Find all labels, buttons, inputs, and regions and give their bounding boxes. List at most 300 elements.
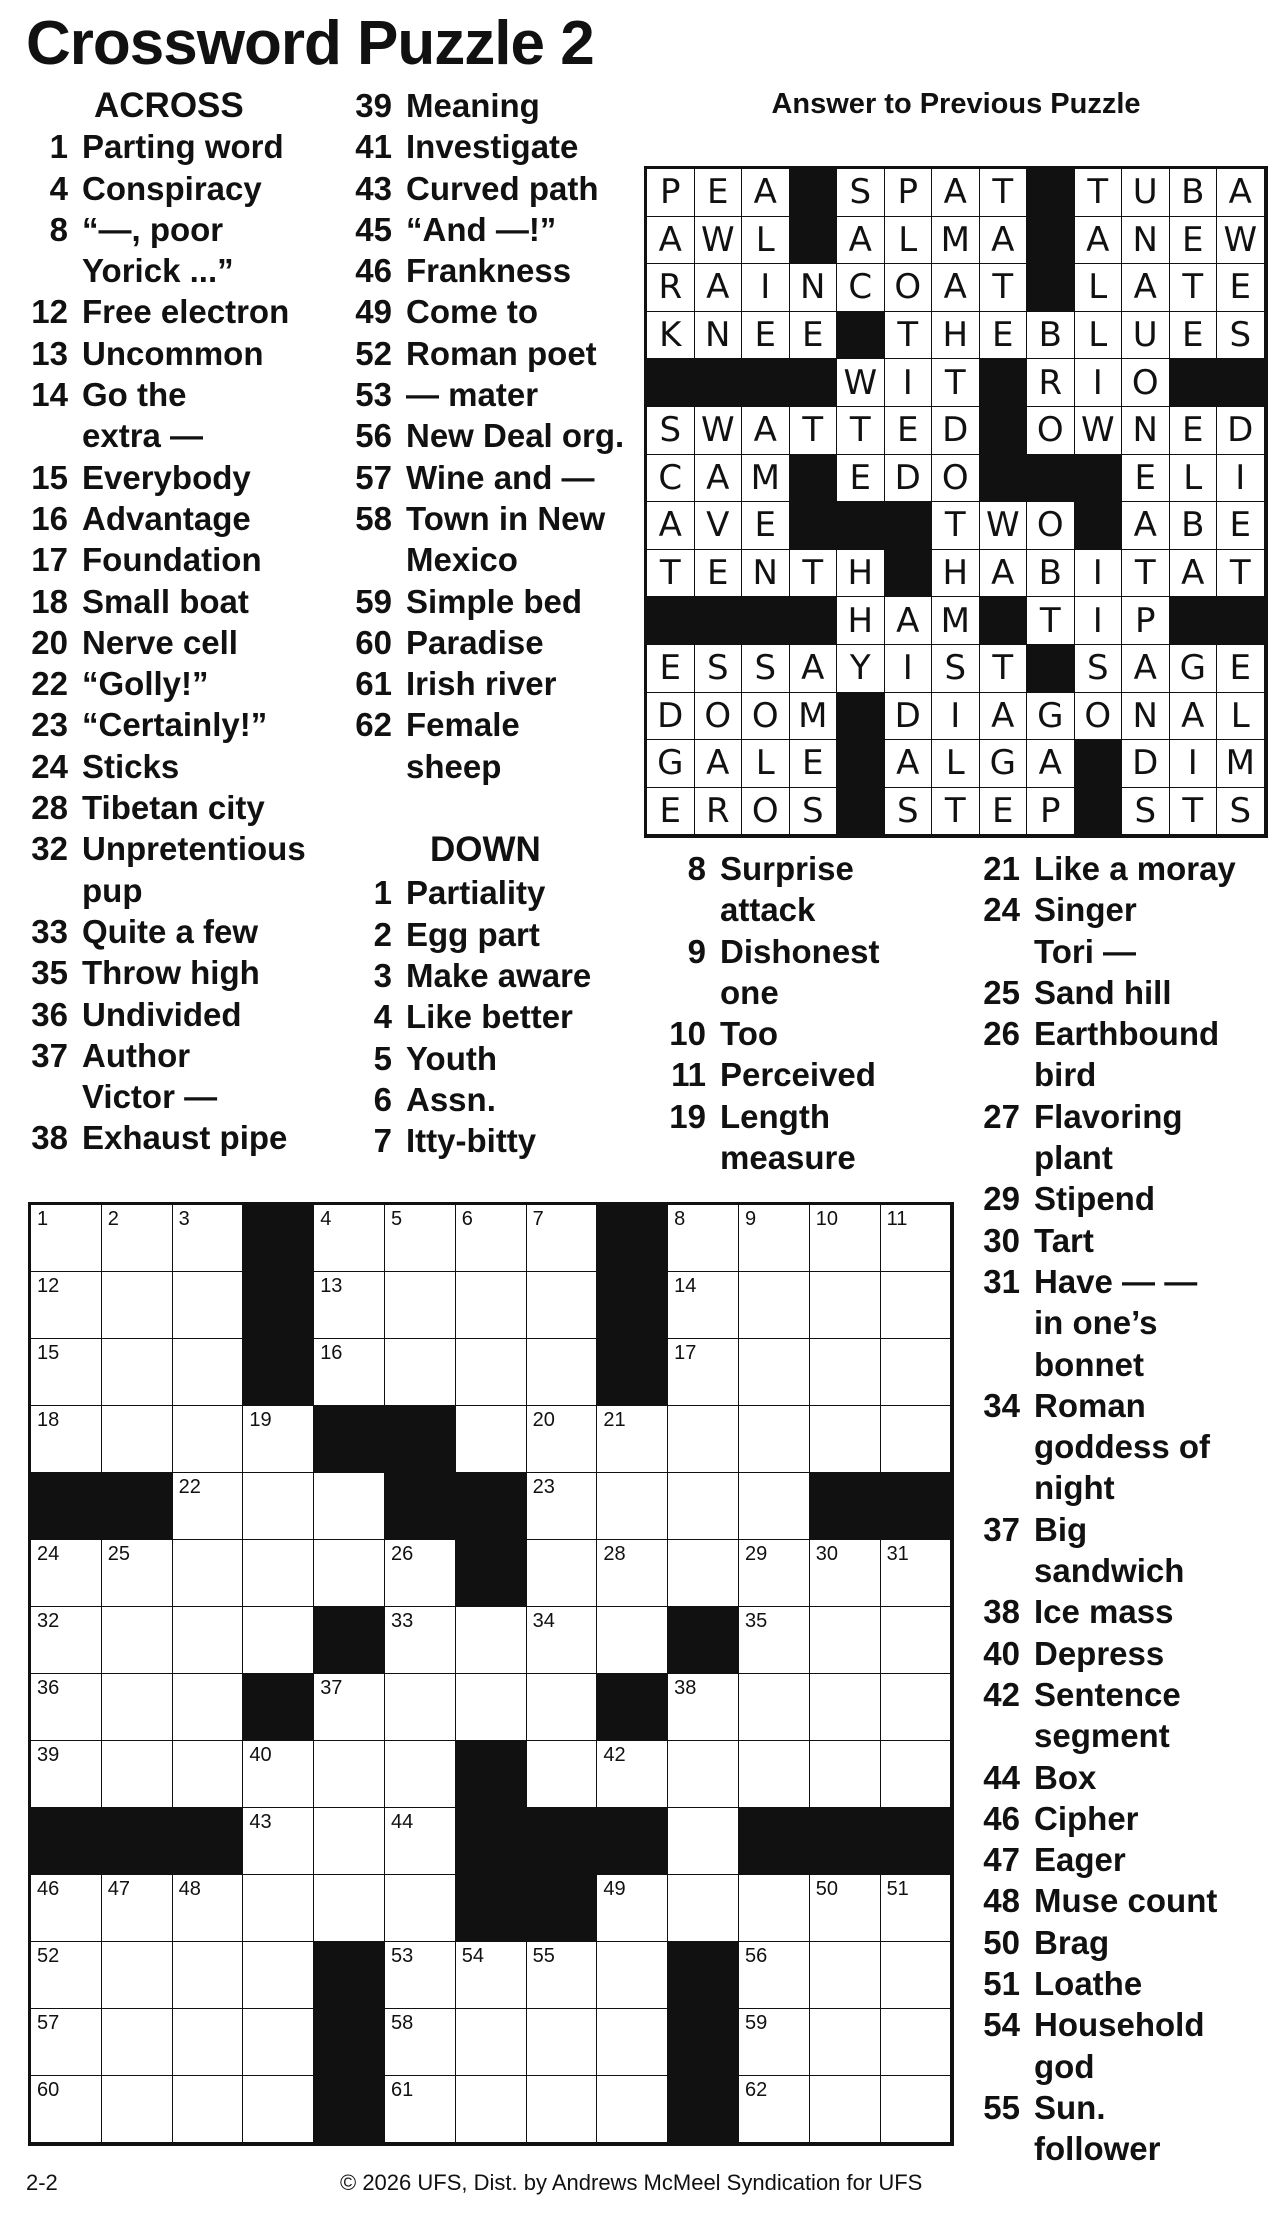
clue-text — [406, 914, 650, 955]
clue-item — [350, 168, 650, 209]
black-square — [668, 2009, 739, 2076]
clue-item — [26, 911, 346, 952]
clue-number: 8 — [49, 210, 68, 248]
answer-letter: A — [1075, 217, 1123, 265]
cell-number: 12 — [37, 1275, 60, 1297]
black-square — [647, 597, 695, 645]
grid-cell[interactable] — [739, 2009, 810, 2076]
clue-number: 15 — [31, 458, 68, 496]
clue-text — [406, 704, 650, 787]
answer-letter: P — [885, 169, 933, 217]
black-square — [790, 359, 838, 407]
clue-text — [1034, 1178, 1264, 1219]
across-clue-list-continued — [350, 85, 650, 787]
answer-letter: R — [1027, 359, 1075, 407]
grid-cell[interactable] — [243, 1540, 314, 1607]
down-column-4 — [964, 848, 1264, 2170]
grid-cell[interactable] — [597, 1607, 668, 1674]
grid-cell[interactable] — [668, 1339, 739, 1406]
grid-cell[interactable] — [31, 1272, 102, 1339]
black-square — [837, 693, 885, 741]
grid-cell[interactable] — [31, 1741, 102, 1808]
clue-number: 42 — [983, 1675, 1020, 1713]
grid-cell[interactable] — [102, 1607, 173, 1674]
grid-cell[interactable] — [810, 1540, 881, 1607]
grid-cell[interactable] — [527, 1339, 598, 1406]
clue-number: 25 — [983, 973, 1020, 1011]
grid-cell[interactable] — [739, 1473, 810, 1540]
grid-cell[interactable] — [173, 1473, 244, 1540]
grid-cell[interactable] — [881, 1875, 952, 1942]
grid-cell[interactable] — [31, 1205, 102, 1272]
grid-cell[interactable] — [102, 2009, 173, 2076]
grid-cell[interactable] — [385, 1205, 456, 1272]
grid-cell[interactable] — [527, 1607, 598, 1674]
answer-letter: O — [932, 455, 980, 503]
clue-item — [350, 663, 650, 704]
grid-cell[interactable] — [810, 2009, 881, 2076]
grid-cell[interactable] — [102, 2076, 173, 2143]
grid-cell[interactable] — [668, 1741, 739, 1808]
cell-number: 5 — [390, 1208, 403, 1230]
clue-number: 53 — [355, 376, 392, 414]
clue-number: 30 — [983, 1221, 1020, 1259]
clue-number: 18 — [31, 582, 68, 620]
clue-text-line: Unpretentious — [82, 830, 306, 868]
clue-text-line: “And —!” — [406, 210, 557, 248]
grid-cell[interactable] — [173, 1607, 244, 1674]
answer-letter: T — [647, 550, 695, 598]
grid-cell[interactable] — [739, 1406, 810, 1473]
clue-text-line: Partiality — [406, 874, 546, 912]
grid-cell[interactable] — [810, 2076, 881, 2143]
grid-cell[interactable] — [456, 1942, 527, 2009]
grid-cell[interactable] — [31, 1942, 102, 2009]
answer-letter: I — [1075, 597, 1123, 645]
grid-cell[interactable] — [456, 1339, 527, 1406]
black-square — [742, 597, 790, 645]
grid-cell[interactable] — [31, 1339, 102, 1406]
answer-letter: A — [647, 217, 695, 265]
black-square — [881, 1473, 952, 1540]
cell-number: 15 — [37, 1342, 60, 1364]
clue-number: 7 — [373, 1122, 392, 1160]
grid-cell[interactable] — [739, 1339, 810, 1406]
grid-cell[interactable] — [314, 1540, 385, 1607]
clue-item — [350, 374, 650, 415]
grid-cell[interactable] — [739, 1674, 810, 1741]
cell-number: 22 — [178, 1476, 201, 1498]
answer-letter: W — [695, 217, 743, 265]
grid-cell[interactable] — [385, 1540, 456, 1607]
grid-cell[interactable] — [668, 1540, 739, 1607]
answer-letter: I — [1075, 550, 1123, 598]
grid-cell[interactable] — [527, 2009, 598, 2076]
grid-cell[interactable] — [810, 1272, 881, 1339]
down-heading: DOWN — [430, 830, 541, 870]
grid-cell[interactable] — [881, 1942, 952, 2009]
grid-cell[interactable] — [668, 1473, 739, 1540]
clue-text-line: Make aware — [406, 956, 592, 994]
clue-item — [650, 931, 970, 1014]
clue-text-line: bonnet — [1034, 1345, 1144, 1383]
clue-number: 50 — [983, 1923, 1020, 1961]
black-square — [885, 502, 933, 550]
grid-cell[interactable] — [810, 1942, 881, 2009]
answer-letter: A — [837, 217, 885, 265]
grid-cell[interactable] — [456, 1406, 527, 1473]
grid-cell[interactable] — [881, 1607, 952, 1674]
grid-cell[interactable] — [739, 1741, 810, 1808]
clue-text — [82, 539, 346, 580]
clue-item — [964, 1798, 1264, 1839]
clue-text-line: Simple bed — [406, 582, 583, 620]
grid-cell[interactable] — [102, 1205, 173, 1272]
cell-number: 9 — [744, 1208, 757, 1230]
clue-item — [350, 333, 650, 374]
cell-number: 58 — [390, 2012, 414, 2034]
grid-cell[interactable] — [527, 1674, 598, 1741]
grid-cell[interactable] — [668, 1875, 739, 1942]
grid-cell[interactable] — [102, 1674, 173, 1741]
grid-cell[interactable] — [243, 1741, 314, 1808]
answer-letter: L — [742, 740, 790, 788]
grid-cell[interactable] — [739, 1942, 810, 2009]
grid-cell[interactable] — [527, 1406, 598, 1473]
grid-cell[interactable] — [173, 1205, 244, 1272]
grid-cell[interactable] — [102, 1339, 173, 1406]
grid-cell[interactable] — [314, 1808, 385, 1875]
clue-number: 52 — [355, 334, 392, 372]
grid-cell[interactable] — [102, 1406, 173, 1473]
clue-number: 51 — [983, 1965, 1020, 2003]
clue-text-line: Frankness — [406, 252, 572, 290]
answer-letter: T — [932, 359, 980, 407]
grid-cell[interactable] — [314, 1674, 385, 1741]
clue-text-line: Like a moray — [1034, 850, 1236, 887]
answer-letter: D — [1122, 740, 1170, 788]
grid-cell[interactable] — [527, 1540, 598, 1607]
grid-cell[interactable] — [173, 1875, 244, 1942]
grid-cell[interactable] — [527, 1741, 598, 1808]
grid-cell[interactable] — [173, 1339, 244, 1406]
grid-cell[interactable] — [31, 2009, 102, 2076]
grid-cell[interactable] — [314, 1339, 385, 1406]
grid-cell[interactable] — [314, 1272, 385, 1339]
black-square — [837, 788, 885, 836]
clue-text — [1034, 1922, 1264, 1963]
cell-number: 61 — [390, 2079, 414, 2101]
clue-item — [26, 209, 346, 292]
clue-text — [406, 1120, 650, 1161]
answer-letter: P — [1027, 788, 1075, 836]
answer-letter: S — [1075, 645, 1123, 693]
grid-cell[interactable] — [668, 1205, 739, 1272]
grid-cell[interactable] — [456, 1674, 527, 1741]
cell-number: 40 — [249, 1744, 272, 1766]
answer-letter: O — [742, 693, 790, 741]
grid-cell[interactable] — [31, 1674, 102, 1741]
grid-cell[interactable] — [881, 1339, 952, 1406]
clue-text — [406, 168, 650, 209]
grid-cell[interactable] — [881, 1540, 952, 1607]
clue-text-line: Cipher — [1034, 1799, 1139, 1837]
clue-text-line: Come to — [406, 293, 538, 331]
clue-text — [1034, 1674, 1264, 1757]
clue-text-line: Assn. — [406, 1080, 496, 1118]
grid-cell[interactable] — [385, 2009, 456, 2076]
grid-cell[interactable] — [385, 1741, 456, 1808]
clue-text-line: Have — — — [1034, 1262, 1198, 1300]
grid-cell[interactable] — [527, 2076, 598, 2143]
answer-letter: N — [1122, 407, 1170, 455]
clue-number: 44 — [983, 1758, 1020, 1796]
black-square — [1170, 597, 1218, 645]
answer-letter: H — [837, 597, 885, 645]
clue-number: 28 — [31, 789, 68, 827]
grid-cell[interactable] — [102, 1942, 173, 2009]
grid-cell[interactable] — [314, 1473, 385, 1540]
answer-letter: W — [1075, 407, 1123, 455]
grid-cell[interactable] — [668, 1406, 739, 1473]
answer-letter: T — [980, 645, 1028, 693]
grid-cell[interactable] — [881, 2009, 952, 2076]
clue-text-line: Earthbound — [1034, 1015, 1220, 1053]
clue-item — [26, 746, 346, 787]
clue-item — [350, 914, 650, 955]
grid-cell[interactable] — [597, 1540, 668, 1607]
grid-cell[interactable] — [31, 1540, 102, 1607]
answer-letter: W — [695, 407, 743, 455]
cell-number: 29 — [744, 1543, 768, 1565]
grid-cell[interactable] — [102, 1540, 173, 1607]
clue-item — [964, 1839, 1264, 1880]
grid-cell[interactable] — [739, 2076, 810, 2143]
grid-cell[interactable] — [243, 2076, 314, 2143]
clue-text — [406, 498, 650, 581]
grid-cell[interactable] — [385, 1339, 456, 1406]
grid-cell[interactable] — [314, 1741, 385, 1808]
answer-letter: B — [1170, 502, 1218, 550]
clue-text-line: Tori — — [1034, 932, 1137, 970]
grid-cell[interactable] — [810, 1205, 881, 1272]
clue-item — [26, 126, 346, 167]
grid-cell[interactable] — [668, 1674, 739, 1741]
grid-cell[interactable] — [243, 1473, 314, 1540]
clue-text-line: “Golly!” — [82, 665, 209, 703]
grid-cell[interactable] — [173, 1674, 244, 1741]
clue-item — [964, 889, 1264, 972]
grid-cell[interactable] — [668, 1272, 739, 1339]
clue-text — [406, 955, 650, 996]
clue-text-line: Town in New — [406, 499, 606, 537]
grid-cell[interactable] — [739, 1272, 810, 1339]
clue-text — [82, 663, 346, 704]
answer-letter: T — [980, 264, 1028, 312]
black-square — [1027, 169, 1075, 217]
grid-cell[interactable] — [31, 1875, 102, 1942]
grid-cell[interactable] — [527, 1473, 598, 1540]
grid-cell[interactable] — [31, 1406, 102, 1473]
grid-cell[interactable] — [739, 1205, 810, 1272]
grid-cell[interactable] — [739, 1607, 810, 1674]
clue-number: 38 — [983, 1593, 1020, 1631]
black-square — [597, 1674, 668, 1741]
answer-letter: L — [932, 740, 980, 788]
black-square — [668, 1607, 739, 1674]
grid-cell[interactable] — [102, 1741, 173, 1808]
grid-cell[interactable] — [243, 1808, 314, 1875]
grid-cell[interactable] — [881, 1674, 952, 1741]
grid-cell[interactable] — [385, 1272, 456, 1339]
answer-letter: H — [932, 312, 980, 360]
grid-cell[interactable] — [597, 1473, 668, 1540]
grid-cell[interactable] — [810, 1674, 881, 1741]
grid-cell[interactable] — [456, 2009, 527, 2076]
cell-number: 13 — [320, 1275, 343, 1297]
black-square — [980, 455, 1028, 503]
grid-cell[interactable] — [597, 1942, 668, 2009]
grid-cell[interactable] — [597, 1875, 668, 1942]
grid-cell[interactable] — [739, 1540, 810, 1607]
clue-text — [82, 1117, 346, 1158]
grid-cell[interactable] — [173, 2076, 244, 2143]
grid-cell[interactable] — [810, 1875, 881, 1942]
grid-cell[interactable] — [243, 2009, 314, 2076]
cell-number: 6 — [461, 1208, 473, 1230]
grid-cell[interactable] — [810, 1607, 881, 1674]
cell-number: 54 — [461, 1945, 485, 1967]
answer-letter: A — [932, 264, 980, 312]
black-square — [31, 1808, 102, 1875]
black-square — [790, 217, 838, 265]
cell-number: 8 — [674, 1208, 686, 1230]
grid-cell[interactable] — [243, 1406, 314, 1473]
cell-number: 47 — [107, 1878, 131, 1900]
grid-cell[interactable] — [385, 1808, 456, 1875]
grid-cell[interactable] — [243, 1875, 314, 1942]
grid-cell[interactable] — [668, 1808, 739, 1875]
clue-text — [1034, 1385, 1264, 1509]
grid-cell[interactable] — [597, 1741, 668, 1808]
answer-letter: A — [885, 740, 933, 788]
grid-cell[interactable] — [173, 1540, 244, 1607]
grid-cell[interactable] — [385, 2076, 456, 2143]
grid-cell[interactable] — [385, 1674, 456, 1741]
cell-number: 32 — [37, 1610, 60, 1632]
grid-cell[interactable] — [31, 1607, 102, 1674]
clue-text-line: night — [1034, 1469, 1115, 1507]
clue-item — [350, 415, 650, 456]
clue-item — [26, 1035, 346, 1118]
grid-cell[interactable] — [881, 2076, 952, 2143]
answer-letter: T — [1027, 597, 1075, 645]
grid-cell[interactable] — [456, 2076, 527, 2143]
clue-text-line: Eager — [1034, 1841, 1126, 1879]
clue-item — [26, 581, 346, 622]
grid-cell[interactable] — [597, 2009, 668, 2076]
black-square — [1075, 788, 1123, 836]
grid-cell[interactable] — [881, 1741, 952, 1808]
grid-cell[interactable] — [173, 1272, 244, 1339]
grid-cell[interactable] — [456, 1607, 527, 1674]
answer-letter: S — [1217, 312, 1265, 360]
grid-cell[interactable] — [385, 1875, 456, 1942]
clue-number: 29 — [983, 1180, 1020, 1218]
answer-letter: W — [837, 359, 885, 407]
grid-cell[interactable] — [881, 1272, 952, 1339]
black-square — [597, 1205, 668, 1272]
cell-number: 10 — [815, 1208, 839, 1230]
grid-cell[interactable] — [243, 1607, 314, 1674]
clue-text-line: Sun. — [1034, 2088, 1106, 2126]
grid-cell[interactable] — [881, 1406, 952, 1473]
clue-text-line: Conspiracy — [82, 169, 262, 207]
clue-text-line: Sand hill — [1034, 973, 1172, 1011]
grid-cell[interactable] — [173, 1942, 244, 2009]
black-square — [385, 1473, 456, 1540]
grid-cell[interactable] — [385, 1942, 456, 2009]
clue-number: 48 — [983, 1882, 1020, 1920]
clue-text — [406, 209, 650, 250]
grid-cell[interactable] — [102, 1272, 173, 1339]
cell-number: 20 — [532, 1409, 555, 1431]
clue-text-line: Flavoring — [1034, 1097, 1183, 1135]
grid-cell[interactable] — [385, 1607, 456, 1674]
grid-cell[interactable] — [173, 1406, 244, 1473]
answer-letter: A — [980, 550, 1028, 598]
grid-cell[interactable] — [527, 1205, 598, 1272]
clue-item — [964, 1096, 1264, 1179]
grid-cell[interactable] — [456, 1205, 527, 1272]
grid-cell[interactable] — [173, 1741, 244, 1808]
grid-cell[interactable] — [739, 1875, 810, 1942]
grid-cell[interactable] — [810, 1741, 881, 1808]
clue-number: 49 — [355, 293, 392, 331]
grid-cell[interactable] — [597, 1406, 668, 1473]
answer-letter: E — [837, 455, 885, 503]
grid-cell[interactable] — [456, 1272, 527, 1339]
grid-cell[interactable] — [810, 1339, 881, 1406]
clue-text — [82, 581, 346, 622]
clue-item — [964, 1178, 1264, 1219]
clue-item — [964, 848, 1264, 889]
clue-text — [82, 209, 346, 292]
grid-cell[interactable] — [527, 1942, 598, 2009]
grid-cell[interactable] — [243, 1942, 314, 2009]
clue-text — [720, 848, 970, 931]
grid-cell[interactable] — [173, 2009, 244, 2076]
clue-text — [1034, 1261, 1264, 1385]
grid-cell[interactable] — [102, 1875, 173, 1942]
clue-text — [406, 872, 650, 913]
grid-cell[interactable] — [31, 2076, 102, 2143]
grid-cell[interactable] — [527, 1272, 598, 1339]
grid-cell[interactable] — [314, 1205, 385, 1272]
clue-text — [82, 457, 346, 498]
across-column-2 — [350, 85, 650, 1161]
grid-cell[interactable] — [314, 1875, 385, 1942]
clue-text-line: Household — [1034, 2006, 1205, 2044]
answer-letter: A — [885, 597, 933, 645]
grid-cell[interactable] — [881, 1205, 952, 1272]
clue-number: 37 — [983, 1510, 1020, 1548]
clue-item — [650, 1096, 970, 1179]
answer-letter: R — [695, 788, 743, 836]
grid-cell[interactable] — [810, 1406, 881, 1473]
grid-cell[interactable] — [597, 2076, 668, 2143]
clue-text — [1034, 2087, 1264, 2170]
